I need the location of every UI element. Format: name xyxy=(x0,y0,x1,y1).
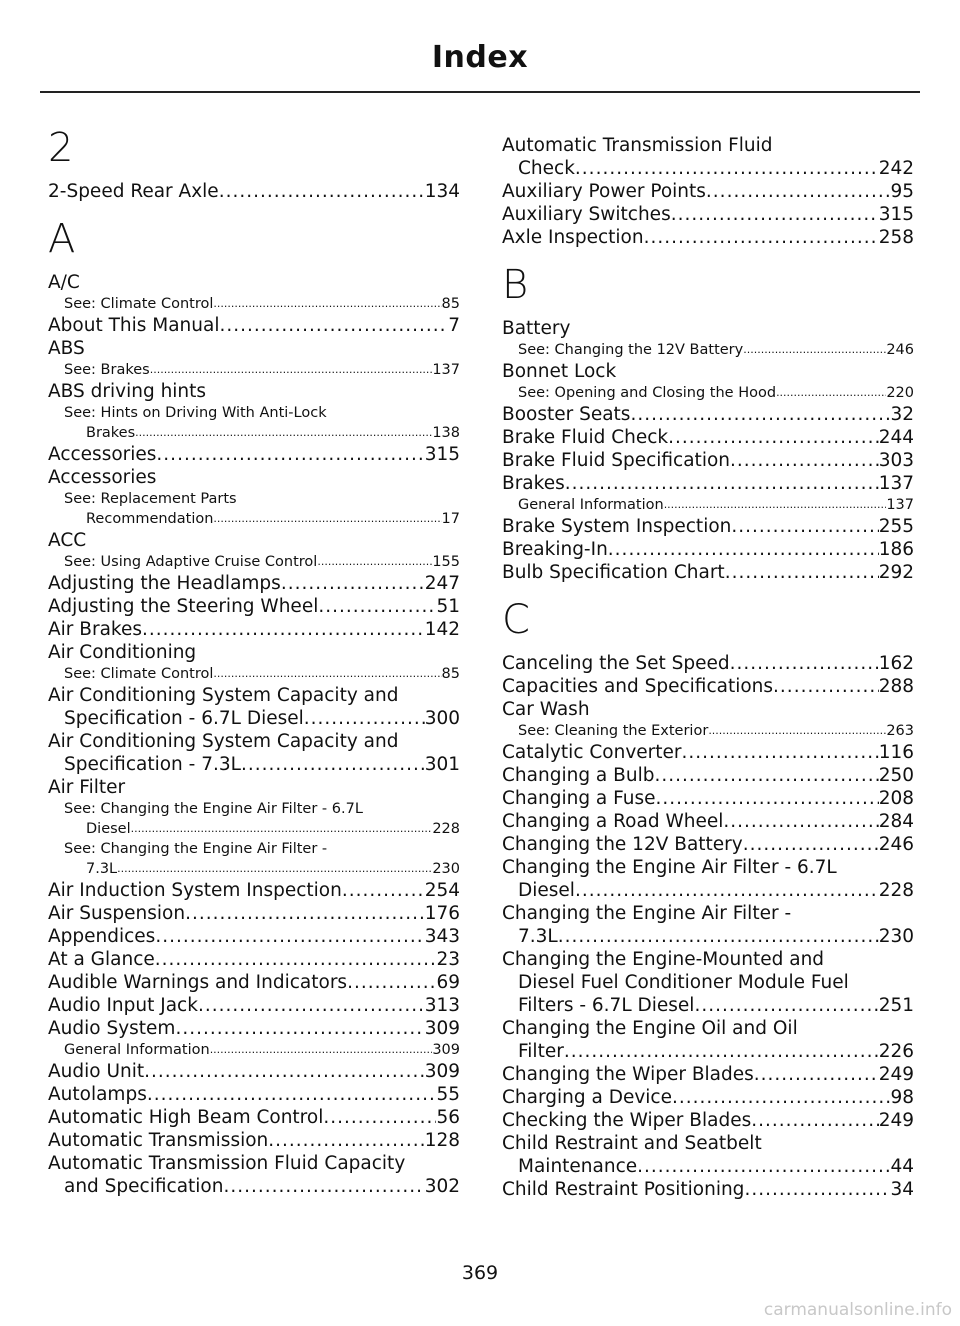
page-title: Index xyxy=(431,40,529,75)
index-entry-cont: Check ..... 242 xyxy=(502,157,914,180)
index-see-entry: See: Hints on Driving With Anti-Lock xyxy=(64,405,327,421)
index-column-left xyxy=(48,118,460,1198)
index-entry: Auxiliary Switches ..... 315 xyxy=(502,203,914,226)
index-entry: Automatic High Beam Control ..... 56 xyxy=(48,1106,460,1129)
index-heading: Battery xyxy=(502,318,571,339)
index-entry: Changing the Wiper Blades ..... 249 xyxy=(502,1063,914,1086)
index-see-entry: See: Replacement Parts xyxy=(64,491,237,507)
section-letter: B xyxy=(502,262,529,308)
index-entry: Brake System Inspection ..... 255 xyxy=(502,515,914,538)
watermark: carmanualsonline.info xyxy=(763,1300,952,1320)
index-heading: Changing the Engine Air Filter - 6.7L xyxy=(502,857,837,878)
index-entry-cont: Filter ..... 226 xyxy=(502,1040,914,1063)
index-entry: Autolamps ..... 55 xyxy=(48,1083,460,1106)
index-entry: Air Suspension ..... 176 xyxy=(48,902,460,925)
index-see-entry-cont: Diesel ..... 228 xyxy=(48,819,460,839)
index-entry: Booster Seats ..... 32 xyxy=(502,403,914,426)
index-entry: Audio System ..... 309 xyxy=(48,1017,460,1040)
index-see-entry: See: Opening and Closing the Hood ..... 220 xyxy=(502,383,914,403)
index-heading: ABS xyxy=(48,338,85,359)
index-entry: Capacities and Specifications ..... 288 xyxy=(502,675,914,698)
index-heading: Air Filter xyxy=(48,777,126,798)
index-heading: Car Wash xyxy=(502,699,590,720)
index-entry-cont: 7.3L ..... 230 xyxy=(502,925,914,948)
index-heading: Air Conditioning System Capacity and xyxy=(48,731,399,752)
index-heading: Accessories xyxy=(48,467,157,488)
index-entry-cont: Maintenance ..... 44 xyxy=(502,1155,914,1178)
index-entry-cont: and Specification ..... 302 xyxy=(48,1175,460,1198)
index-entry: Auxiliary Power Points ..... 95 xyxy=(502,180,914,203)
index-see-entry-cont: 7.3L ..... 230 xyxy=(48,859,460,879)
index-heading: Changing the Engine Oil and Oil xyxy=(502,1018,798,1039)
index-entry: Charging a Device ..... 98 xyxy=(502,1086,914,1109)
index-entry: Audio Input Jack ..... 313 xyxy=(48,994,460,1017)
index-see-entry: See: Brakes ..... 137 xyxy=(48,360,460,380)
index-column-right xyxy=(502,118,914,1201)
index-entry: Audio Unit ..... 309 xyxy=(48,1060,460,1083)
index-entry: Audible Warnings and Indicators ..... 69 xyxy=(48,971,460,994)
index-entry-cont: Specification - 6.7L Diesel ..... 300 xyxy=(48,707,460,730)
index-entry: Canceling the Set Speed ..... 162 xyxy=(502,652,914,675)
index-entry: Changing a Fuse ..... 208 xyxy=(502,787,914,810)
index-see-entry: See: Changing the Engine Air Filter - 6.7L xyxy=(64,801,363,817)
index-see-entry: See: Changing the Engine Air Filter - xyxy=(64,841,328,857)
index-entry: Brake Fluid Check ..... 244 xyxy=(502,426,914,449)
index-entry: Adjusting the Steering Wheel ..... 51 xyxy=(48,595,460,618)
index-see-entry: See: Using Adaptive Cruise Control ..... 155 xyxy=(48,552,460,572)
index-entry: Air Brakes ..... 142 xyxy=(48,618,460,641)
index-heading: Air Conditioning xyxy=(48,642,197,663)
index-heading: Bonnet Lock xyxy=(502,361,617,382)
index-entry-cont: Filters - 6.7L Diesel ..... 251 xyxy=(502,994,914,1017)
index-entry: Changing the 12V Battery ..... 246 xyxy=(502,833,914,856)
index-entry: 2-Speed Rear Axle ..... 134 xyxy=(48,180,460,203)
page-number: 369 xyxy=(461,1262,499,1284)
index-see-entry: See: Climate Control ..... 85 xyxy=(48,664,460,684)
index-heading: Automatic Transmission Fluid xyxy=(502,135,773,156)
index-entry: Changing a Bulb ..... 250 xyxy=(502,764,914,787)
section-letter: 2 xyxy=(48,125,74,171)
header-rule xyxy=(40,91,920,93)
index-see-entry: See: Changing the 12V Battery ..... 246 xyxy=(502,340,914,360)
section-letter: A xyxy=(48,216,76,262)
index-heading-cont: Diesel Fuel Conditioner Module Fuel xyxy=(518,972,849,993)
index-heading: Changing the Engine Air Filter - xyxy=(502,903,792,924)
index-see-entry-cont: Brakes ..... 138 xyxy=(48,423,460,443)
index-see-entry: See: Climate Control ..... 85 xyxy=(48,294,460,314)
index-entry: Adjusting the Headlamps ..... 247 xyxy=(48,572,460,595)
index-entry-cont: Specification - 7.3L ..... 301 xyxy=(48,753,460,776)
index-heading: Child Restraint and Seatbelt xyxy=(502,1133,762,1154)
index-heading: A/C xyxy=(48,272,80,293)
index-entry: Breaking-In ..... 186 xyxy=(502,538,914,561)
index-entry: Checking the Wiper Blades ..... 249 xyxy=(502,1109,914,1132)
index-entry: Brake Fluid Specification ..... 303 xyxy=(502,449,914,472)
index-entry: Brakes ..... 137 xyxy=(502,472,914,495)
index-entry: Axle Inspection ..... 258 xyxy=(502,226,914,249)
index-sub-entry: General Information ..... 309 xyxy=(48,1040,460,1060)
section-letter: C xyxy=(502,597,530,643)
index-heading: ABS driving hints xyxy=(48,381,207,402)
index-heading: ACC xyxy=(48,530,87,551)
index-sub-entry: General Information ..... 137 xyxy=(502,495,914,515)
index-entry: Changing a Road Wheel ..... 284 xyxy=(502,810,914,833)
index-entry-cont: Diesel ..... 228 xyxy=(502,879,914,902)
index-heading: Changing the Engine-Mounted and xyxy=(502,949,825,970)
index-entry: Appendices ..... 343 xyxy=(48,925,460,948)
index-see-entry: See: Cleaning the Exterior ..... 263 xyxy=(502,721,914,741)
index-entry: About This Manual ..... 7 xyxy=(48,314,460,337)
index-heading: Air Conditioning System Capacity and xyxy=(48,685,399,706)
index-entry: At a Glance ..... 23 xyxy=(48,948,460,971)
index-entry: Accessories ..... 315 xyxy=(48,443,460,466)
index-heading: Automatic Transmission Fluid Capacity xyxy=(48,1153,406,1174)
index-entry: Catalytic Converter ..... 116 xyxy=(502,741,914,764)
index-entry: Air Induction System Inspection ..... 254 xyxy=(48,879,460,902)
index-see-entry-cont: Recommendation ..... 17 xyxy=(48,509,460,529)
index-entry: Bulb Specification Chart ..... 292 xyxy=(502,561,914,584)
index-entry: Child Restraint Positioning ..... 34 xyxy=(502,1178,914,1201)
index-entry: Automatic Transmission ..... 128 xyxy=(48,1129,460,1152)
